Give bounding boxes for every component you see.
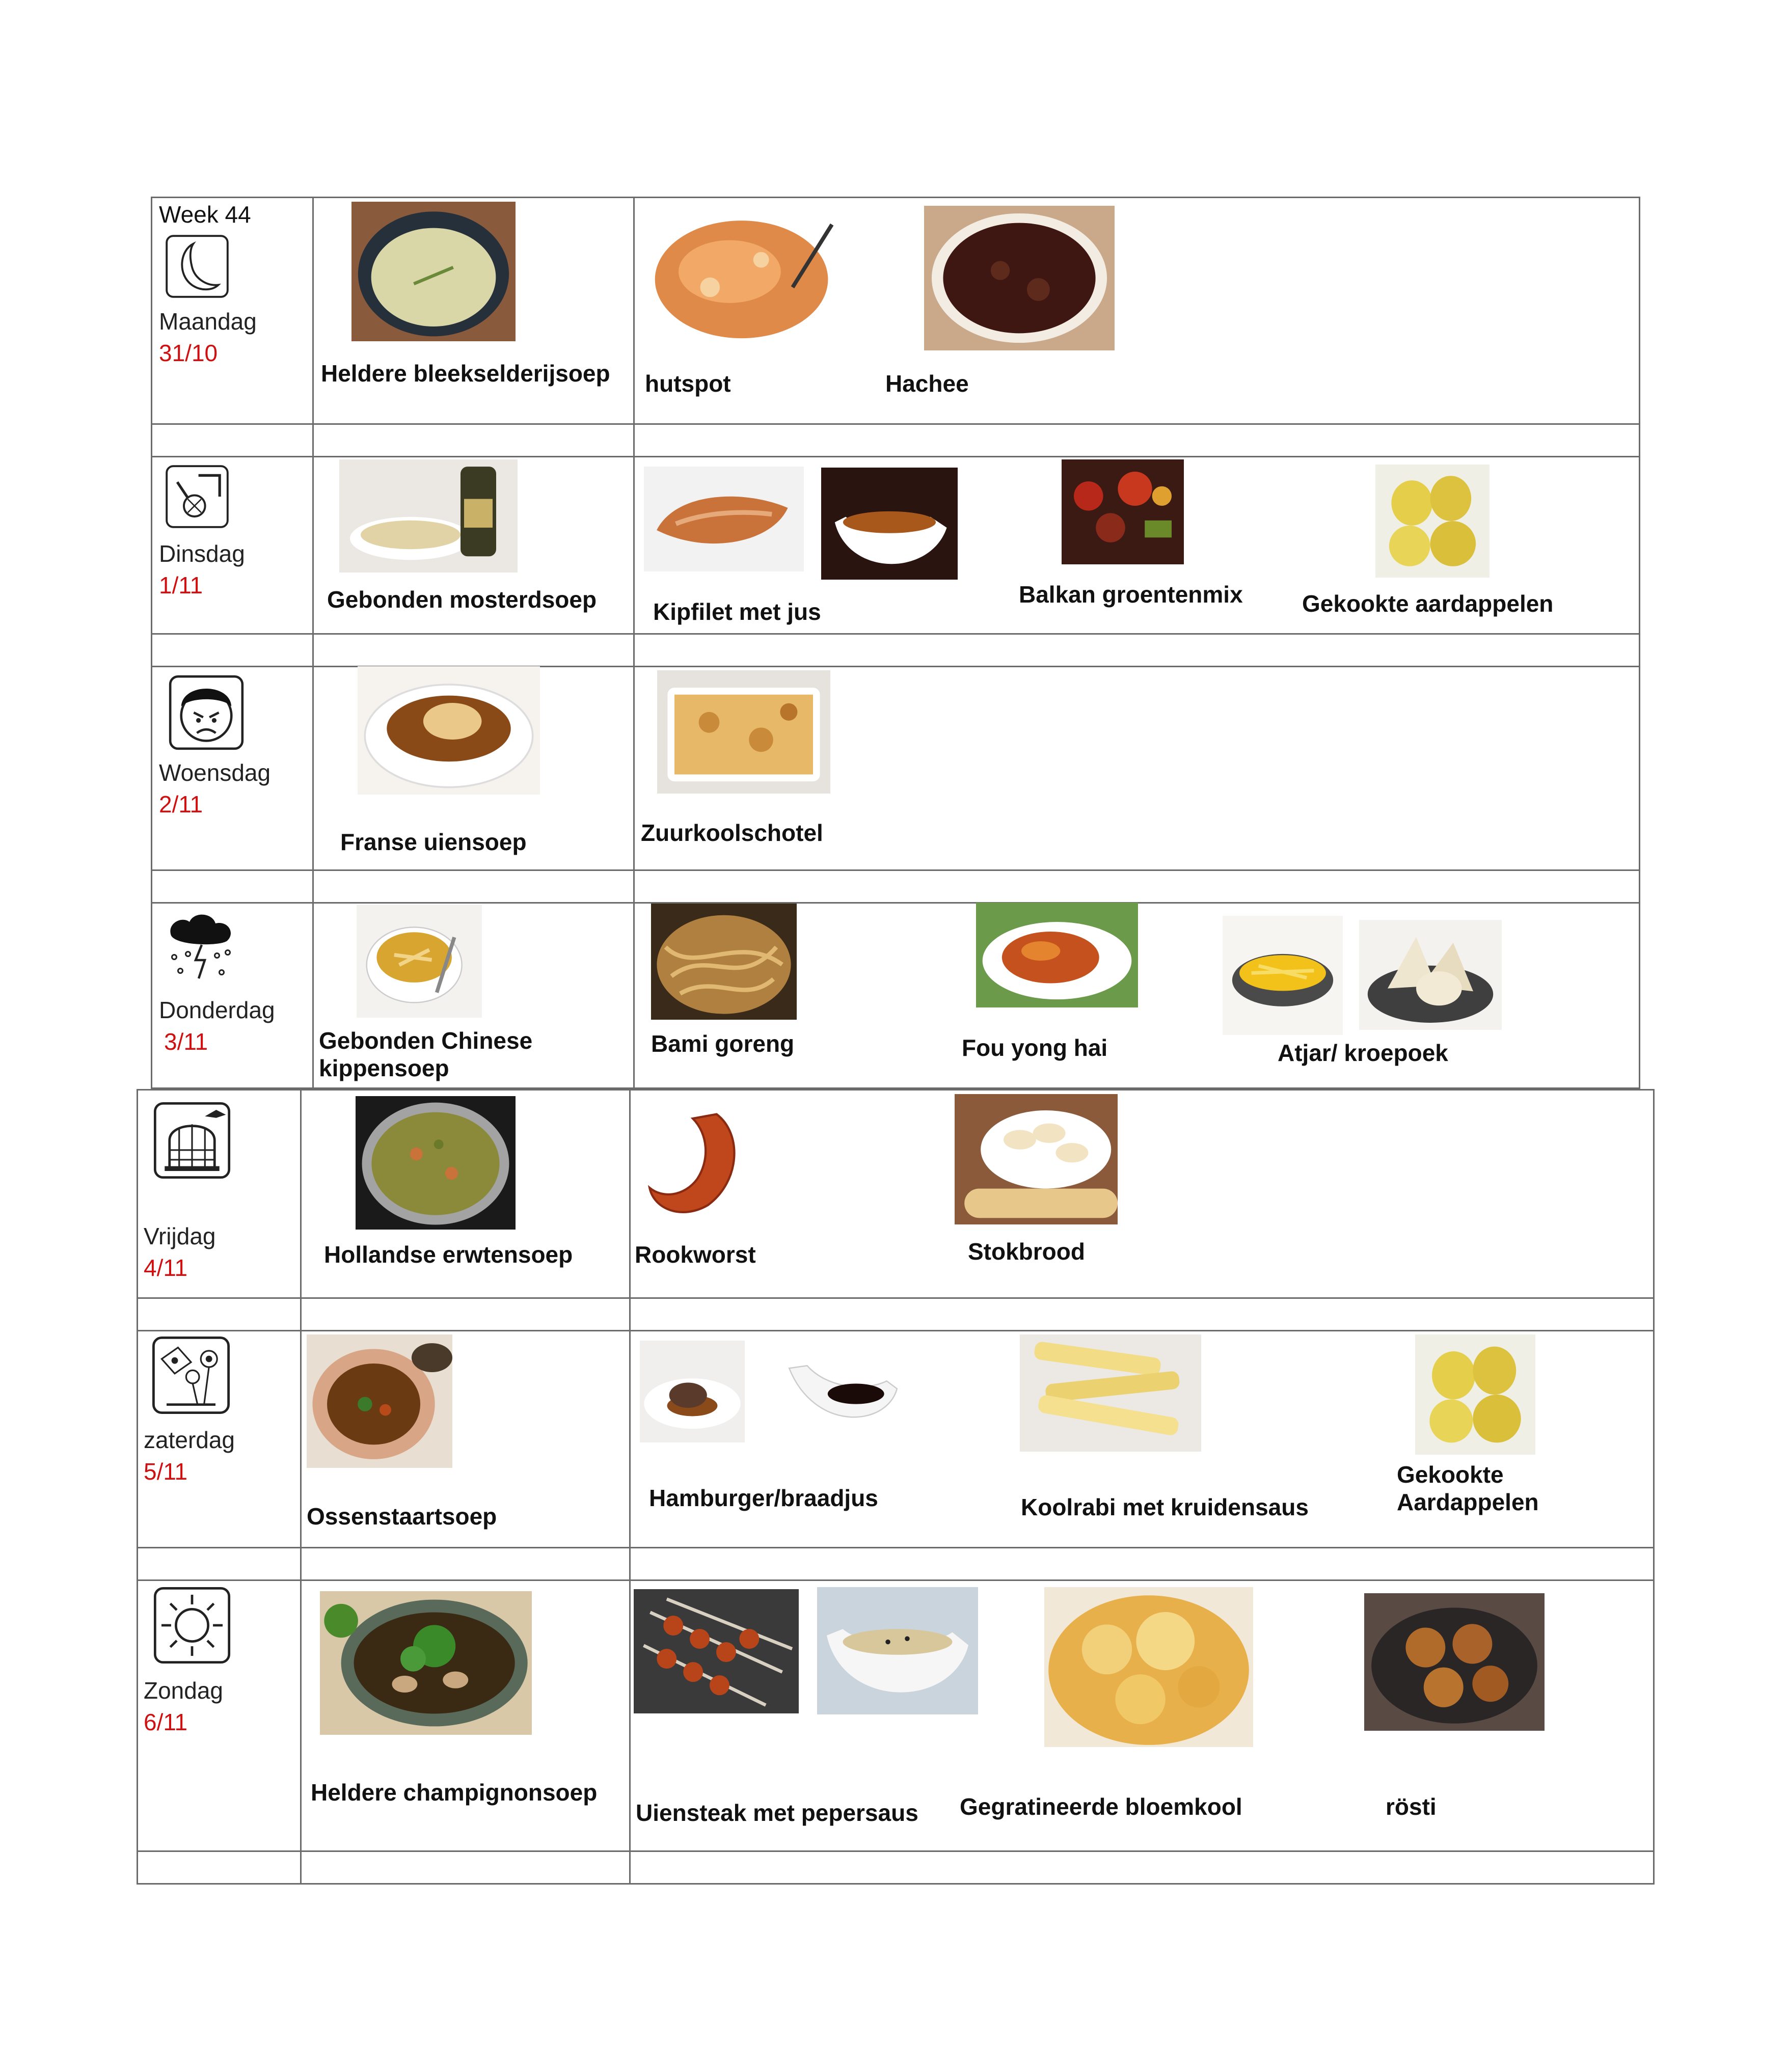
main-label: Balkan groentenmix bbox=[1019, 581, 1243, 608]
storm-cloud-icon bbox=[162, 910, 238, 986]
moon-icon bbox=[164, 233, 230, 299]
flowers-icon bbox=[150, 1334, 232, 1416]
dish-photo-hutspot bbox=[651, 209, 848, 340]
extra-label-line2: Aardappelen bbox=[1397, 1489, 1539, 1515]
dish-photo-rosti bbox=[1364, 1593, 1545, 1731]
soup-photo-mosterd bbox=[339, 459, 518, 572]
dish-photo-stokbrood bbox=[955, 1094, 1118, 1224]
main-label: Hamburger/braadjus bbox=[649, 1485, 878, 1511]
date-label-zaterdag: 5/11 bbox=[144, 1458, 188, 1485]
main-label: Bami goreng bbox=[651, 1030, 795, 1057]
soup-photo-champignon bbox=[320, 1591, 532, 1735]
dish-photo-uiensteak bbox=[634, 1589, 799, 1713]
main-label: Zuurkoolschotel bbox=[641, 820, 823, 846]
dish-photo-hamburger bbox=[640, 1341, 745, 1442]
dish-photo-rookworst bbox=[639, 1101, 747, 1222]
sun-icon bbox=[152, 1585, 232, 1666]
main-label: rösti bbox=[1386, 1793, 1437, 1820]
main-label: hutspot bbox=[645, 370, 731, 397]
soup-photo-bleekselderij bbox=[351, 202, 516, 341]
main-label: Fou yong hai bbox=[962, 1034, 1108, 1061]
day-label-vrijdag: Vrijdag bbox=[144, 1223, 216, 1249]
dish-photo-braadjus bbox=[776, 1343, 905, 1432]
date-label-woensdag: 2/11 bbox=[159, 791, 203, 817]
soup-photo-uien bbox=[358, 666, 540, 795]
date-label-dinsdag: 1/11 bbox=[159, 572, 203, 598]
dish-photo-koolrabi bbox=[1020, 1334, 1201, 1452]
birdcage-icon bbox=[150, 1100, 234, 1181]
dish-photo-pepersaus bbox=[817, 1587, 978, 1714]
soup-label: Gebonden mosterdsoep bbox=[327, 586, 597, 613]
soup-label: Franse uiensoep bbox=[340, 829, 527, 855]
dish-photo-atjar bbox=[1223, 916, 1343, 1035]
dish-photo-kroepoek bbox=[1359, 920, 1502, 1030]
date-label-zondag: 6/11 bbox=[144, 1709, 188, 1735]
soup-label-line2: kippensoep bbox=[319, 1055, 449, 1081]
main-label: Atjar/ kroepoek bbox=[1278, 1040, 1448, 1066]
soup-label-line1: Gebonden Chinese bbox=[319, 1027, 533, 1054]
dish-photo-aardappelen bbox=[1375, 465, 1490, 578]
dish-photo-fou-yong-hai bbox=[976, 903, 1138, 1007]
week-label: Week 44 bbox=[159, 201, 251, 228]
main-label: Rookworst bbox=[635, 1241, 756, 1268]
day-label-dinsdag: Dinsdag bbox=[159, 540, 245, 567]
extra-label-line1: Gekookte bbox=[1397, 1461, 1504, 1488]
day-label-woensdag: Woensdag bbox=[159, 759, 271, 786]
main-label: Kipfilet met jus bbox=[653, 598, 821, 625]
dish-photo-hachee bbox=[924, 206, 1115, 350]
dish-photo-kipfilet bbox=[644, 467, 804, 571]
main-label: Gekookte aardappelen bbox=[1302, 590, 1554, 617]
main-label: Uiensteak met pepersaus bbox=[636, 1800, 918, 1826]
tools-icon bbox=[164, 464, 230, 530]
main-label: Koolrabi met kruidensaus bbox=[1021, 1494, 1309, 1520]
main-label: Stokbrood bbox=[968, 1238, 1085, 1265]
main-label: Hachee bbox=[885, 370, 969, 397]
soup-label: Heldere champignonsoep bbox=[311, 1779, 598, 1806]
dish-photo-aardappelen-2 bbox=[1415, 1334, 1535, 1455]
soup-photo-ossenstaart bbox=[307, 1334, 452, 1468]
date-label-vrijdag: 4/11 bbox=[144, 1255, 188, 1281]
angry-face-icon bbox=[167, 673, 246, 752]
soup-label: Heldere bleekselderijsoep bbox=[321, 360, 610, 387]
day-label-donderdag: Donderdag bbox=[159, 997, 275, 1023]
soup-label: Hollandse erwtensoep bbox=[324, 1241, 573, 1268]
date-label-donderdag: 3/11 bbox=[164, 1028, 208, 1055]
dish-photo-bloemkool bbox=[1044, 1587, 1253, 1747]
main-label: Gegratineerde bloemkool bbox=[960, 1793, 1242, 1820]
day-label-zaterdag: zaterdag bbox=[144, 1427, 235, 1453]
soup-photo-erwten bbox=[356, 1096, 516, 1230]
dish-photo-zuurkool bbox=[657, 670, 830, 794]
soup-photo-chinese-kip bbox=[357, 905, 482, 1018]
date-label-maandag: 31/10 bbox=[159, 340, 218, 366]
day-label-zondag: Zondag bbox=[144, 1677, 224, 1704]
dish-photo-bami bbox=[651, 904, 797, 1020]
soup-label: Ossenstaartsoep bbox=[307, 1503, 497, 1530]
dish-photo-jus bbox=[821, 468, 958, 580]
dish-photo-balkan bbox=[1062, 459, 1184, 564]
day-label-maandag: Maandag bbox=[159, 308, 257, 335]
